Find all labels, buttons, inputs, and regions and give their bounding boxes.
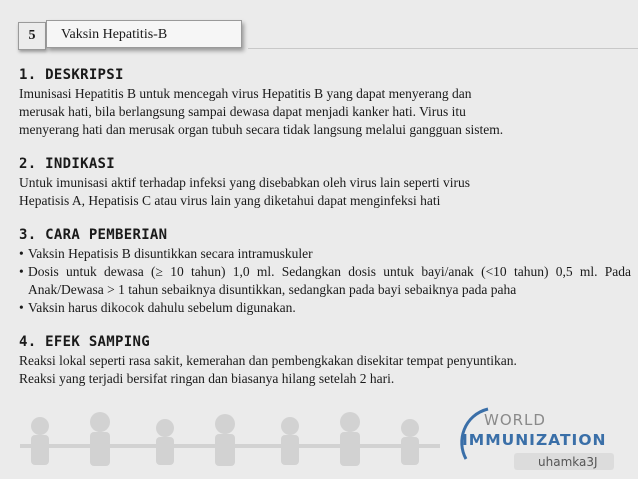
list-item: • Dosis untuk dewasa (≥ 10 tahun) 1,0 ml. Sedangkan dosis untuk bayi/anak (<10 tahun) 0,5 ml. Pada Anak/Dewasa > 1 tahun sebaiknya disuntikkan, sedangkan pada bayi sebaiknya pada paha (19, 263, 631, 299)
world-immunization-logo (454, 401, 622, 475)
slide-number-tab (18, 22, 46, 50)
slide-content (19, 66, 631, 404)
bullet-list (19, 245, 631, 317)
section-indikasi (19, 155, 631, 210)
slide-title-tab (46, 20, 242, 48)
section-heading: 3. CARA PEMBERIAN (19, 227, 168, 243)
text-line: Imunisasi Hepatitis B untuk mencegah virus Hepatitis B yang dapat menyerang dan (19, 86, 472, 101)
text-line: Reaksi lokal seperti rasa sakit, kemerahan dan pembengkakan disekitar tempat penyuntikan. (19, 353, 517, 368)
logo-world-text: WORLD (484, 411, 546, 429)
section-efek-samping (19, 333, 631, 388)
header-divider (248, 48, 638, 49)
slide-title: Vaksin Hepatitis-B (61, 27, 168, 42)
section-deskripsi (19, 66, 631, 139)
text-line: Reaksi yang terjadi bersifat ringan dan biasanya hilang setelah 2 hari. (19, 371, 395, 386)
list-item: • Vaksin harus dikocok dahulu sebelum digunakan. (19, 299, 631, 317)
section-heading: 2. INDIKASI (19, 156, 116, 172)
section-cara-pemberian (19, 226, 631, 317)
section-heading: 1. DESKRIPSI (19, 67, 124, 83)
text-line: merusak hati, bila berlangsung sampai dewasa dapat menjadi kanker hati. Virus itu (19, 104, 466, 119)
text-line: Hepatisis A, Hepatisis C atau virus lain yang diketahui dapat menginfeksi hati (19, 193, 441, 208)
logo-immunization-text: IMMUNIZATION (462, 431, 607, 449)
text-line: menyerang hati dan merusak organ tubuh secara tidak langsung melalui gangguan sistem. (19, 122, 504, 137)
text-line: Untuk imunisasi aktif terhadap infeksi yang disebabkan oleh virus lain seperti virus (19, 175, 471, 190)
slide-number: 5 (28, 28, 36, 43)
logo-subtitle-text: uhamka3J (538, 455, 598, 469)
list-item: • Vaksin Hepatisis B disuntikkan secara intramuskuler (19, 245, 631, 263)
section-heading: 4. EFEK SAMPING (19, 334, 150, 350)
